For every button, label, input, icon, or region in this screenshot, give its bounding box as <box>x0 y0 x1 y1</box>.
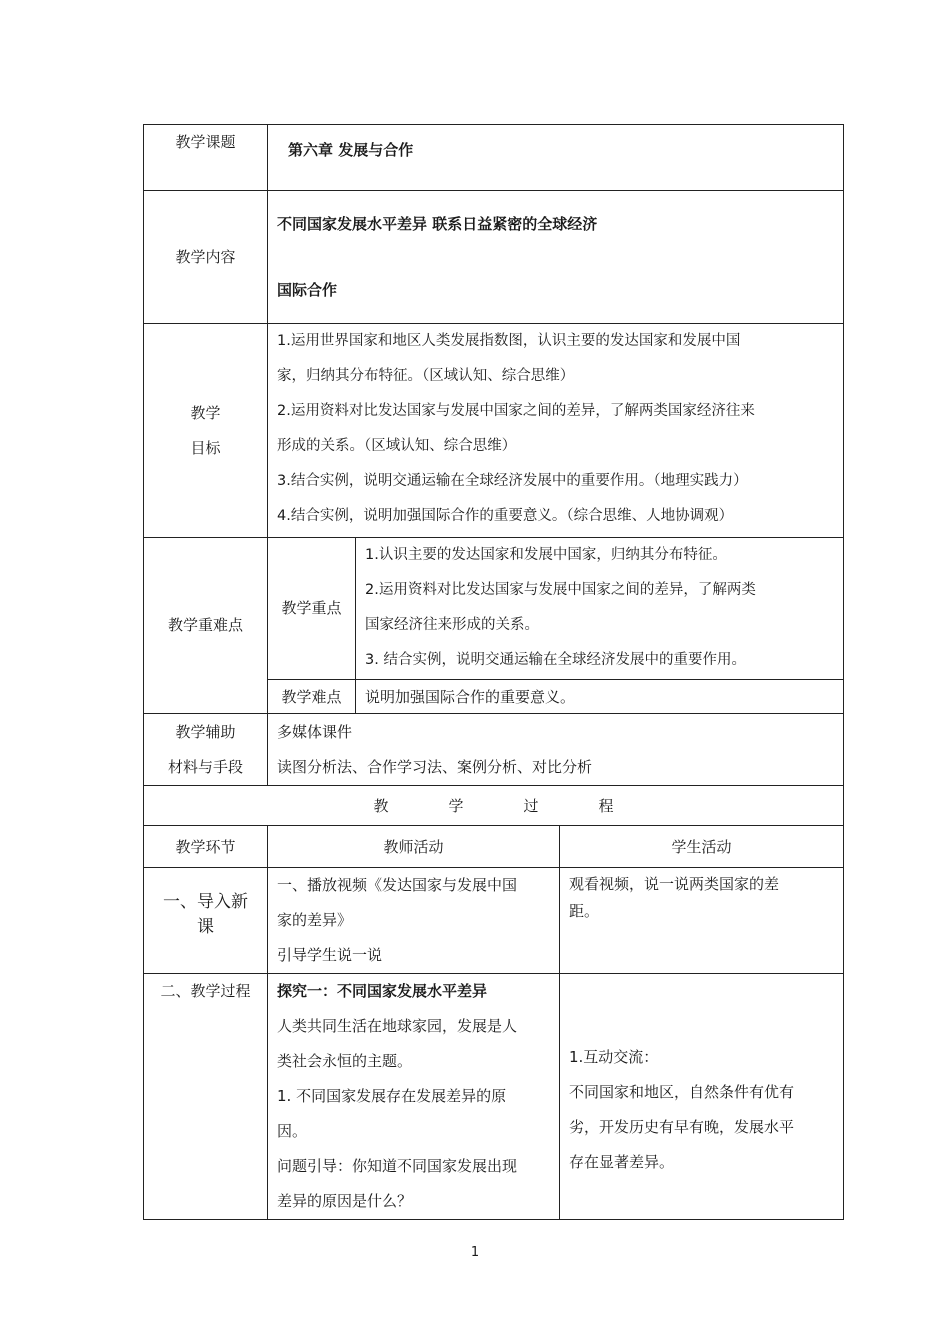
aids-value <box>268 714 844 786</box>
goal-line: 家，归纳其分布特征。（区域认知、综合思维） <box>277 368 575 384</box>
intro-stage <box>144 868 268 974</box>
main-teacher-line: 因。 <box>277 1122 308 1140</box>
main-teacher-line: 差异的原因是什么？ <box>277 1192 413 1210</box>
aids-label <box>144 714 268 786</box>
focus-line: 国家经济往来形成的关系。 <box>365 617 539 633</box>
content-label: 教学内容 <box>144 191 268 324</box>
main-teacher-line: 人类共同生活在地球家园，发展是人 <box>277 1017 518 1035</box>
content-row <box>144 191 844 324</box>
main-student-line: 劣，开发历史有早有晚，发展水平 <box>569 1118 795 1136</box>
focus-value <box>356 538 844 680</box>
main-row <box>144 974 844 1220</box>
main-teacher-line: 类社会永恒的主题。 <box>277 1052 413 1070</box>
focus-row <box>144 538 844 680</box>
difficulty-value: 说明加强国际合作的重要意义。 <box>356 680 844 714</box>
topic-label: 教学课题 <box>144 125 268 191</box>
process-title: 教学过程 <box>144 786 844 826</box>
column-header-student: 学生活动 <box>560 826 844 868</box>
goals-value <box>268 324 844 538</box>
lesson-plan-table <box>143 124 844 1220</box>
main-student-line: 存在显著差异。 <box>569 1153 675 1171</box>
aids-label-line-2: 材料与手段 <box>167 757 243 776</box>
intro-stage-line: 一、导入新 <box>163 892 248 912</box>
goal-line: 2.运用资料对比发达国家与发展中国家之间的差异，了解两类国家经济往来 <box>277 403 755 419</box>
intro-student-line: 观看视频，说一说两类国家的差 <box>569 875 780 893</box>
column-header-row <box>144 826 844 868</box>
content-line-2: 国际合作 <box>277 281 338 299</box>
main-stage: 二、教学过程 <box>144 974 268 1220</box>
intro-teacher <box>268 868 560 974</box>
main-teacher-heading: 探究一：不同国家发展水平差异 <box>277 982 488 1000</box>
key-points-label: 教学重难点 <box>144 538 268 714</box>
difficulty-label: 教学难点 <box>268 680 356 714</box>
column-header-stage: 教学环节 <box>144 826 268 868</box>
goals-row <box>144 324 844 538</box>
intro-student <box>560 868 844 974</box>
main-student <box>560 974 844 1220</box>
intro-student-line: 距。 <box>569 902 600 920</box>
goal-line: 4.结合实例，说明加强国际合作的重要意义。（综合思维、人地协调观） <box>277 508 734 524</box>
goals-label-line-2: 目标 <box>190 438 221 457</box>
aids-line: 多媒体课件 <box>277 722 353 741</box>
main-student-line: 1.互动交流： <box>569 1048 659 1066</box>
process-title-row <box>144 786 844 826</box>
intro-row <box>144 868 844 974</box>
main-teacher-line: 1. 不同国家发展存在发展差异的原 <box>277 1087 507 1105</box>
goals-label-line-1: 教学 <box>190 403 221 422</box>
main-teacher-line: 问题引导：你知道不同国家发展出现 <box>277 1157 518 1175</box>
aids-row <box>144 714 844 786</box>
intro-teacher-line: 家的差异》 <box>277 911 353 929</box>
content-value <box>268 191 844 324</box>
goals-label <box>144 324 268 538</box>
goal-line: 1.运用世界国家和地区人类发展指数图，认识主要的发达国家和发展中国 <box>277 333 741 349</box>
aids-label-line-1: 教学辅助 <box>175 722 236 741</box>
content-line-1: 不同国家发展水平差异 联系日益紧密的全球经济 <box>277 215 598 233</box>
intro-teacher-line: 一、播放视频《发达国家与发展中国 <box>277 876 518 894</box>
focus-line: 1.认识主要的发达国家和发展中国家，归纳其分布特征。 <box>365 547 727 563</box>
page-number: 1 <box>470 1245 480 1260</box>
main-teacher <box>268 974 560 1220</box>
goal-line: 3.结合实例，说明交通运输在全球经济发展中的重要作用。（地理实践力） <box>277 473 748 489</box>
topic-row <box>144 125 844 191</box>
focus-line: 3. 结合实例，说明交通运输在全球经济发展中的重要作用。 <box>365 652 746 668</box>
focus-label: 教学重点 <box>268 538 356 680</box>
intro-teacher-line: 引导学生说一说 <box>277 946 383 964</box>
intro-stage-line: 课 <box>197 917 214 937</box>
main-student-line: 不同国家和地区，自然条件有优有 <box>569 1083 795 1101</box>
aids-line: 读图分析法、合作学习法、案例分析、对比分析 <box>277 757 593 776</box>
topic-value: 第六章 发展与合作 <box>268 125 844 191</box>
column-header-teacher: 教师活动 <box>268 826 560 868</box>
goal-line: 形成的关系。（区域认知、综合思维） <box>277 438 517 454</box>
focus-line: 2.运用资料对比发达国家与发展中国家之间的差异，了解两类 <box>365 582 756 598</box>
